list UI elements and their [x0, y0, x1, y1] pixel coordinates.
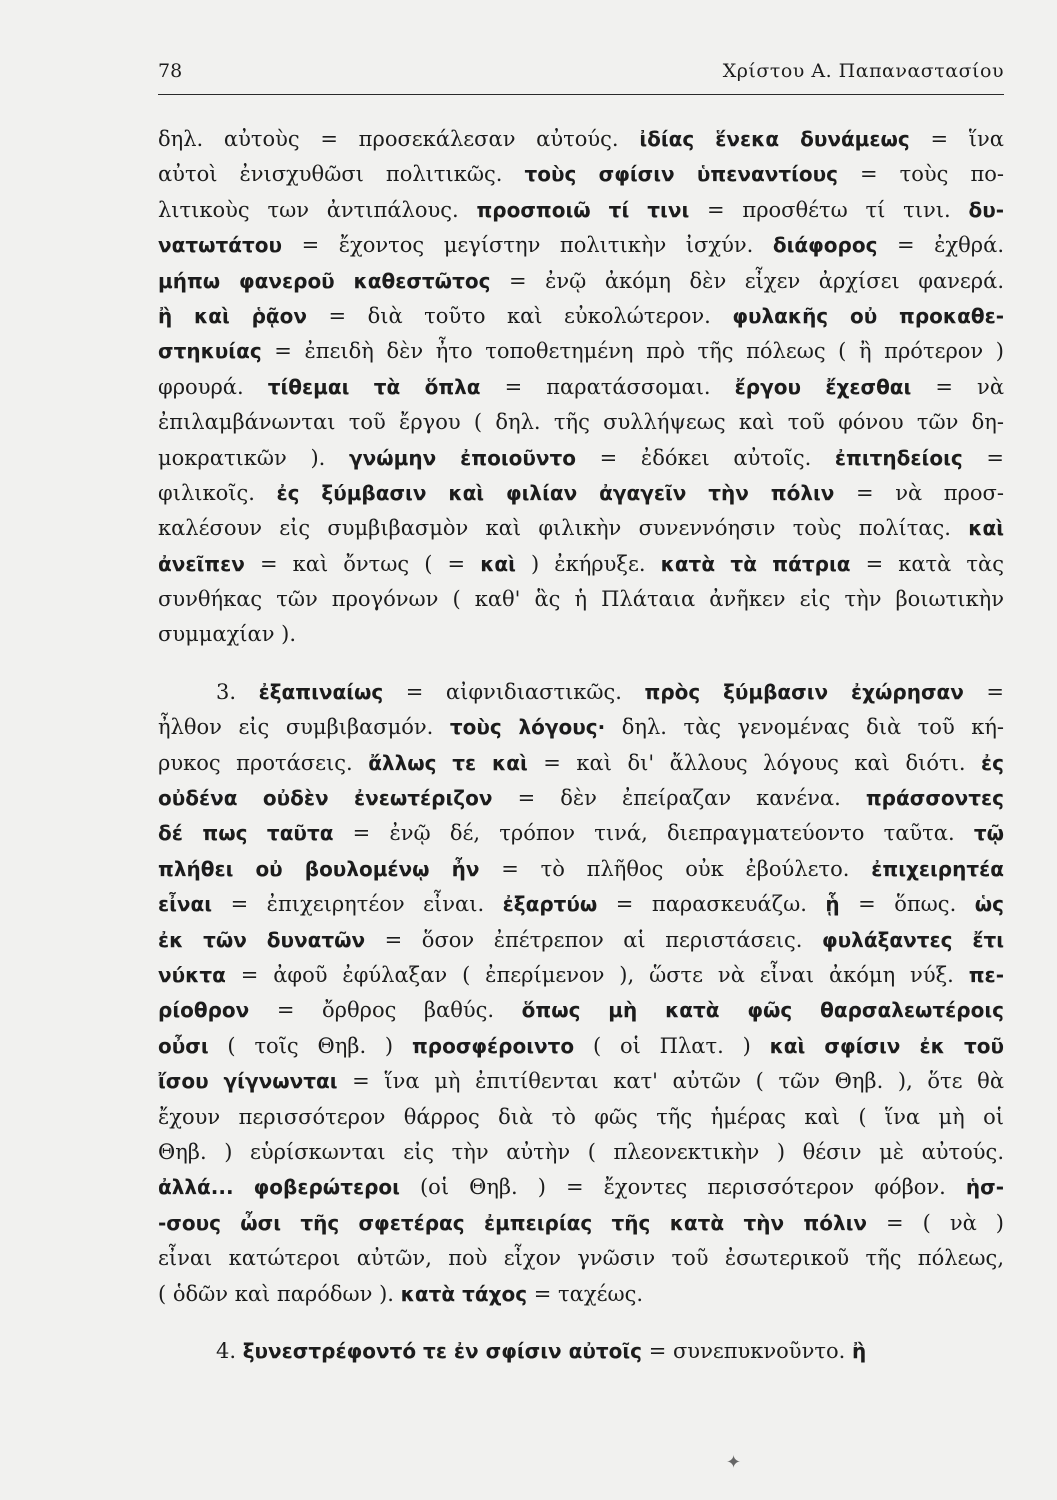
text-line [158, 923, 1004, 958]
text-line [158, 887, 1004, 922]
gloss-text: = νὰ προσ- [834, 480, 1004, 505]
gloss-text: = δὲν ἐπείραζαν κανένα. [492, 786, 866, 811]
text-line [158, 1064, 1004, 1099]
lemma-term: διάφορος [772, 233, 878, 258]
text-line [158, 746, 1004, 781]
text-line [158, 1135, 1004, 1170]
lemma-term: ὡς [974, 892, 1004, 917]
gloss-text: = κατὰ τὰς [850, 551, 1004, 576]
paragraph-gap [158, 653, 1004, 675]
lemma-term: ἄλλως τε καὶ [368, 750, 528, 775]
text-line [158, 1206, 1004, 1241]
gloss-text: = νὰ [911, 374, 1005, 399]
lemma-term: δέ πως ταῦτα [158, 821, 334, 846]
text-line [158, 476, 1004, 511]
lemma-term: ἐπιχειρητέα [871, 856, 1004, 881]
lemma-term: ἐς ξύμβασιν καὶ φιλίαν ἀγαγεῖν τὴν πόλιν [276, 480, 835, 505]
gloss-text: = ὅπως. [839, 892, 975, 917]
lemma-term: τοὺς σφίσιν ὑπεναντίους [524, 162, 839, 187]
gloss-text: = προσθέτω τί τινι. [689, 197, 969, 222]
text-line [158, 547, 1004, 582]
text-line [158, 264, 1004, 299]
gloss-text: 4. [216, 1338, 243, 1363]
gloss-text: = ταχέως. [527, 1281, 644, 1306]
lemma-term: προσφέροιντο [411, 1033, 575, 1058]
text-line [158, 193, 1004, 228]
lemma-term: κατὰ τάχος [400, 1281, 528, 1306]
lemma-term: ὅπως μὴ κατὰ φῶς θαρσαλεωτέροις [521, 998, 1004, 1023]
gloss-text: = συνεπυκνοῦντο. [642, 1338, 852, 1363]
lemma-term: καὶ [968, 516, 1004, 541]
lemma-term: ἐξαπιναίως [258, 679, 384, 704]
lemma-term: πλήθει οὐ βουλομένῳ ἦν [158, 856, 480, 881]
gloss-text: δηλ. τὰς γενομένας διὰ τοῦ κή- [605, 715, 1005, 740]
text-line [158, 781, 1004, 816]
lemma-term: κατὰ τὰ πάτρια [660, 551, 851, 576]
lemma-term: καὶ [480, 551, 516, 576]
text-line [158, 511, 1004, 546]
text-line [158, 617, 1004, 652]
gloss-text: ) ἐκήρυξε. [515, 551, 661, 576]
text-line [158, 299, 1004, 334]
lemma-term: πράσσοντες [865, 786, 1005, 811]
lemma-term: φυλακῆς οὐ προκαθε- [732, 303, 1004, 328]
lemma-term: οὐδένα οὐδὲν ἐνεωτέριζον [158, 786, 493, 811]
gloss-text: = ἐνῷ ἀκόμη δὲν εἶχεν ἀρχίσει φανερά. [490, 268, 1004, 293]
lemma-term: ἀνεῖπεν [158, 551, 245, 576]
gloss-text [234, 1175, 254, 1199]
lemma-term: ἢ [851, 1338, 867, 1363]
gloss-text: ( τοῖς Θηβ. ) [208, 1033, 412, 1058]
gloss-text: καλέσουν εἰς συμβιβασμὸν καὶ φιλικὴν συνεννόησιν τοὺς πολίτας. [158, 516, 969, 541]
gloss-text: φιλικοῖς. [158, 480, 277, 505]
lemma-term: -σους ὦσι τῆς σφετέρας ἐμπειρίας τῆς κατὰ τὴν πόλιν [158, 1210, 868, 1235]
text-line [158, 157, 1004, 192]
gloss-text: = ὄρθρος βαθύς. [249, 998, 522, 1023]
lemma-term: ἐπιτηδείοις [834, 445, 963, 470]
lemma-term: ἔργου ἔχεσθαι [734, 374, 912, 399]
text-line [158, 993, 1004, 1028]
text-line [158, 1100, 1004, 1135]
text-line [158, 1241, 1004, 1276]
lemma-term: πε- [968, 962, 1004, 987]
gloss-text: λιτικοὺς των ἀντιπάλους. [158, 197, 477, 222]
gloss-text: = τοὺς πο- [838, 162, 1004, 187]
lemma-term: ξυνεστρέφοντό τε ἐν σφίσιν αὐτοῖς [242, 1338, 643, 1363]
gloss-text: ρυκος προτάσεις. [158, 750, 369, 775]
lemma-term: τοὺς λόγους· [449, 715, 606, 740]
gloss-text: συνθήκας τῶν προγόνων ( καθ' ἃς ἡ Πλάταια ἀνῆκεν εἰς τὴν βοιωτικὴν [158, 587, 1004, 612]
gloss-text: Θηβ. ) εὑρίσκωνται εἰς τὴν αὐτὴν ( πλεονεκτικὴν ) θέσιν μὲ αὐτούς. [158, 1139, 1004, 1164]
gloss-text: = καὶ δι' ἄλλους λόγους καὶ διότι. [527, 750, 982, 775]
gloss-text: συμμαχίαν ). [158, 622, 297, 647]
text-line [158, 958, 1004, 993]
text-line [158, 1170, 1004, 1205]
lemma-term: ἐκ τῶν δυνατῶν [158, 927, 366, 952]
lemma-term: ᾗ [825, 892, 840, 917]
gloss-text: αὐτοὶ ἐνισχυθῶσι πολιτικῶς. [158, 162, 525, 187]
text-line [158, 582, 1004, 617]
gloss-text: = ὅσον ἐπέτρεπον αἱ περιστάσεις. [365, 927, 823, 952]
page-number: 78 [158, 60, 183, 82]
text-line [158, 228, 1004, 263]
lemma-term: φοβερώτεροι [253, 1175, 400, 1200]
commentary-text [158, 122, 1004, 1369]
gloss-text: = ἐνῷ δέ, τρόπον τινά, διεπραγματεύοντο ταῦτα. [333, 821, 974, 846]
lemma-term: ἐς [981, 750, 1005, 775]
lemma-term: ἐξαρτύω [502, 892, 598, 917]
gloss-text: εἶναι κατώτεροι αὐτῶν, ποὺ εἶχον γνῶσιν τοῦ ἐσωτερικοῦ τῆς πόλεως, [158, 1246, 1004, 1271]
text-line [158, 405, 1004, 440]
text-line [158, 122, 1004, 157]
gloss-text: (οἱ Θηβ. ) = ἔχοντες περισσότερον φόβον. [399, 1175, 966, 1200]
gloss-text: ( ὁδῶν καὶ παρόδων ). [158, 1281, 401, 1306]
gloss-text: μοκρατικῶν ). [158, 445, 349, 470]
gloss-text: = παρασκευάζω. [597, 892, 826, 917]
gloss-text: = αἰφνιδιαστικῶς. [383, 679, 645, 704]
gloss-text: ἦλθον εἰς συμβιβασμόν. [158, 715, 450, 740]
gloss-text: = [963, 679, 1005, 704]
lemma-term: ἀλλά... [158, 1175, 234, 1200]
gloss-text: = τὸ πλῆθος οὐκ ἐβούλετο. [479, 856, 872, 881]
lemma-term: τῷ [973, 821, 1004, 846]
gloss-text: = ἐπειδὴ δὲν ἦτο τοποθετημένη πρὸ τῆς πόλεως ( ἢ πρότερον ) [261, 339, 1004, 364]
lemma-term: γνώμην ἐποιοῦντο [349, 445, 577, 470]
text-line [158, 334, 1004, 369]
gloss-text: = [962, 445, 1004, 470]
page-header [158, 60, 1004, 95]
text-line [158, 816, 1004, 851]
text-line [158, 441, 1004, 476]
lemma-term: φυλάξαντες ἔτι [822, 927, 1005, 952]
lemma-term: προσποιῶ τί τινι [476, 197, 690, 222]
lemma-term: ρίοθρον [158, 998, 250, 1023]
text-line [158, 852, 1004, 887]
lemma-term: ἡσ- [965, 1175, 1004, 1200]
gloss-text: ἐπιλαμβάνωνται τοῦ ἔργου ( δηλ. τῆς συλλήψεως καὶ τοῦ φόνου τῶν δη- [158, 410, 1004, 435]
gloss-text: δηλ. αὐτοὺς = προσεκάλεσαν αὐτούς. [158, 127, 640, 151]
gloss-text: ἔχουν περισσότερον θάρρος διὰ τὸ φῶς τῆς ἡμέρας καὶ ( ἵνα μὴ οἱ [158, 1104, 1004, 1129]
lemma-term: ἰδίας ἕνεκα δυνάμεως [639, 127, 910, 151]
running-title: Χρίστου Α. Παπαναστασίου [722, 60, 1004, 82]
text-line [158, 370, 1004, 405]
lemma-term: δυ- [968, 197, 1004, 222]
paragraph-gap [158, 1312, 1004, 1334]
gloss-text: = ἔχοντος μεγίστην πολιτικὴν ἰσχύν. [282, 233, 773, 258]
gloss-text: ( οἱ Πλατ. ) [574, 1033, 770, 1058]
lemma-term: νατωτάτου [158, 233, 283, 258]
gloss-text: = ἐπιχειρητέον εἶναι. [212, 892, 503, 917]
lemma-term: νύκτα [158, 962, 226, 987]
text-line [158, 1277, 1004, 1312]
text-line [158, 1029, 1004, 1064]
lemma-term: ἢ καὶ ῥᾷον [158, 303, 307, 328]
lemma-term: τίθεμαι τὰ ὅπλα [267, 374, 481, 399]
gloss-text: = ( νὰ ) [867, 1210, 1004, 1235]
lemma-term: οὖσι [158, 1033, 209, 1058]
gloss-text: = ἵνα μὴ ἐπιτίθενται κατ' αὐτῶν ( τῶν Θηβ. ), ὅτε θὰ [337, 1069, 1004, 1094]
lemma-term: καὶ σφίσιν ἐκ τοῦ [769, 1033, 1004, 1058]
gloss-text: = διὰ τοῦτο καὶ εὐκολώτερον. [307, 303, 733, 328]
gloss-text: = ἀφοῦ ἐφύλαξαν ( ἐπερίμενον ), ὥστε νὰ εἶναι ἀκόμη νύξ. [225, 962, 969, 987]
text-line [158, 1334, 1004, 1369]
gloss-text: 3. [216, 679, 259, 704]
gloss-text: = ἐχθρά. [877, 233, 1004, 258]
gloss-text: = ἐδόκει αὐτοῖς. [576, 445, 835, 470]
gloss-text: φρουρά. [158, 374, 268, 399]
lemma-term: στηκυίας [158, 339, 262, 364]
text-line [158, 710, 1004, 745]
lemma-term: μήπω φανεροῦ καθεστῶτος [158, 268, 491, 293]
lemma-term: ἴσου γίγνωνται [158, 1069, 338, 1094]
ink-speck: ✦ [726, 1452, 742, 1473]
gloss-text: = παρατάσσομαι. [480, 374, 735, 399]
lemma-term: πρὸς ξύμβασιν ἐχώρησαν [644, 679, 964, 704]
text-line [158, 675, 1004, 710]
gloss-text: = καὶ ὄντως ( = [244, 551, 481, 576]
gloss-text: = ἵνα [909, 127, 1004, 151]
lemma-term: εἶναι [158, 892, 213, 917]
